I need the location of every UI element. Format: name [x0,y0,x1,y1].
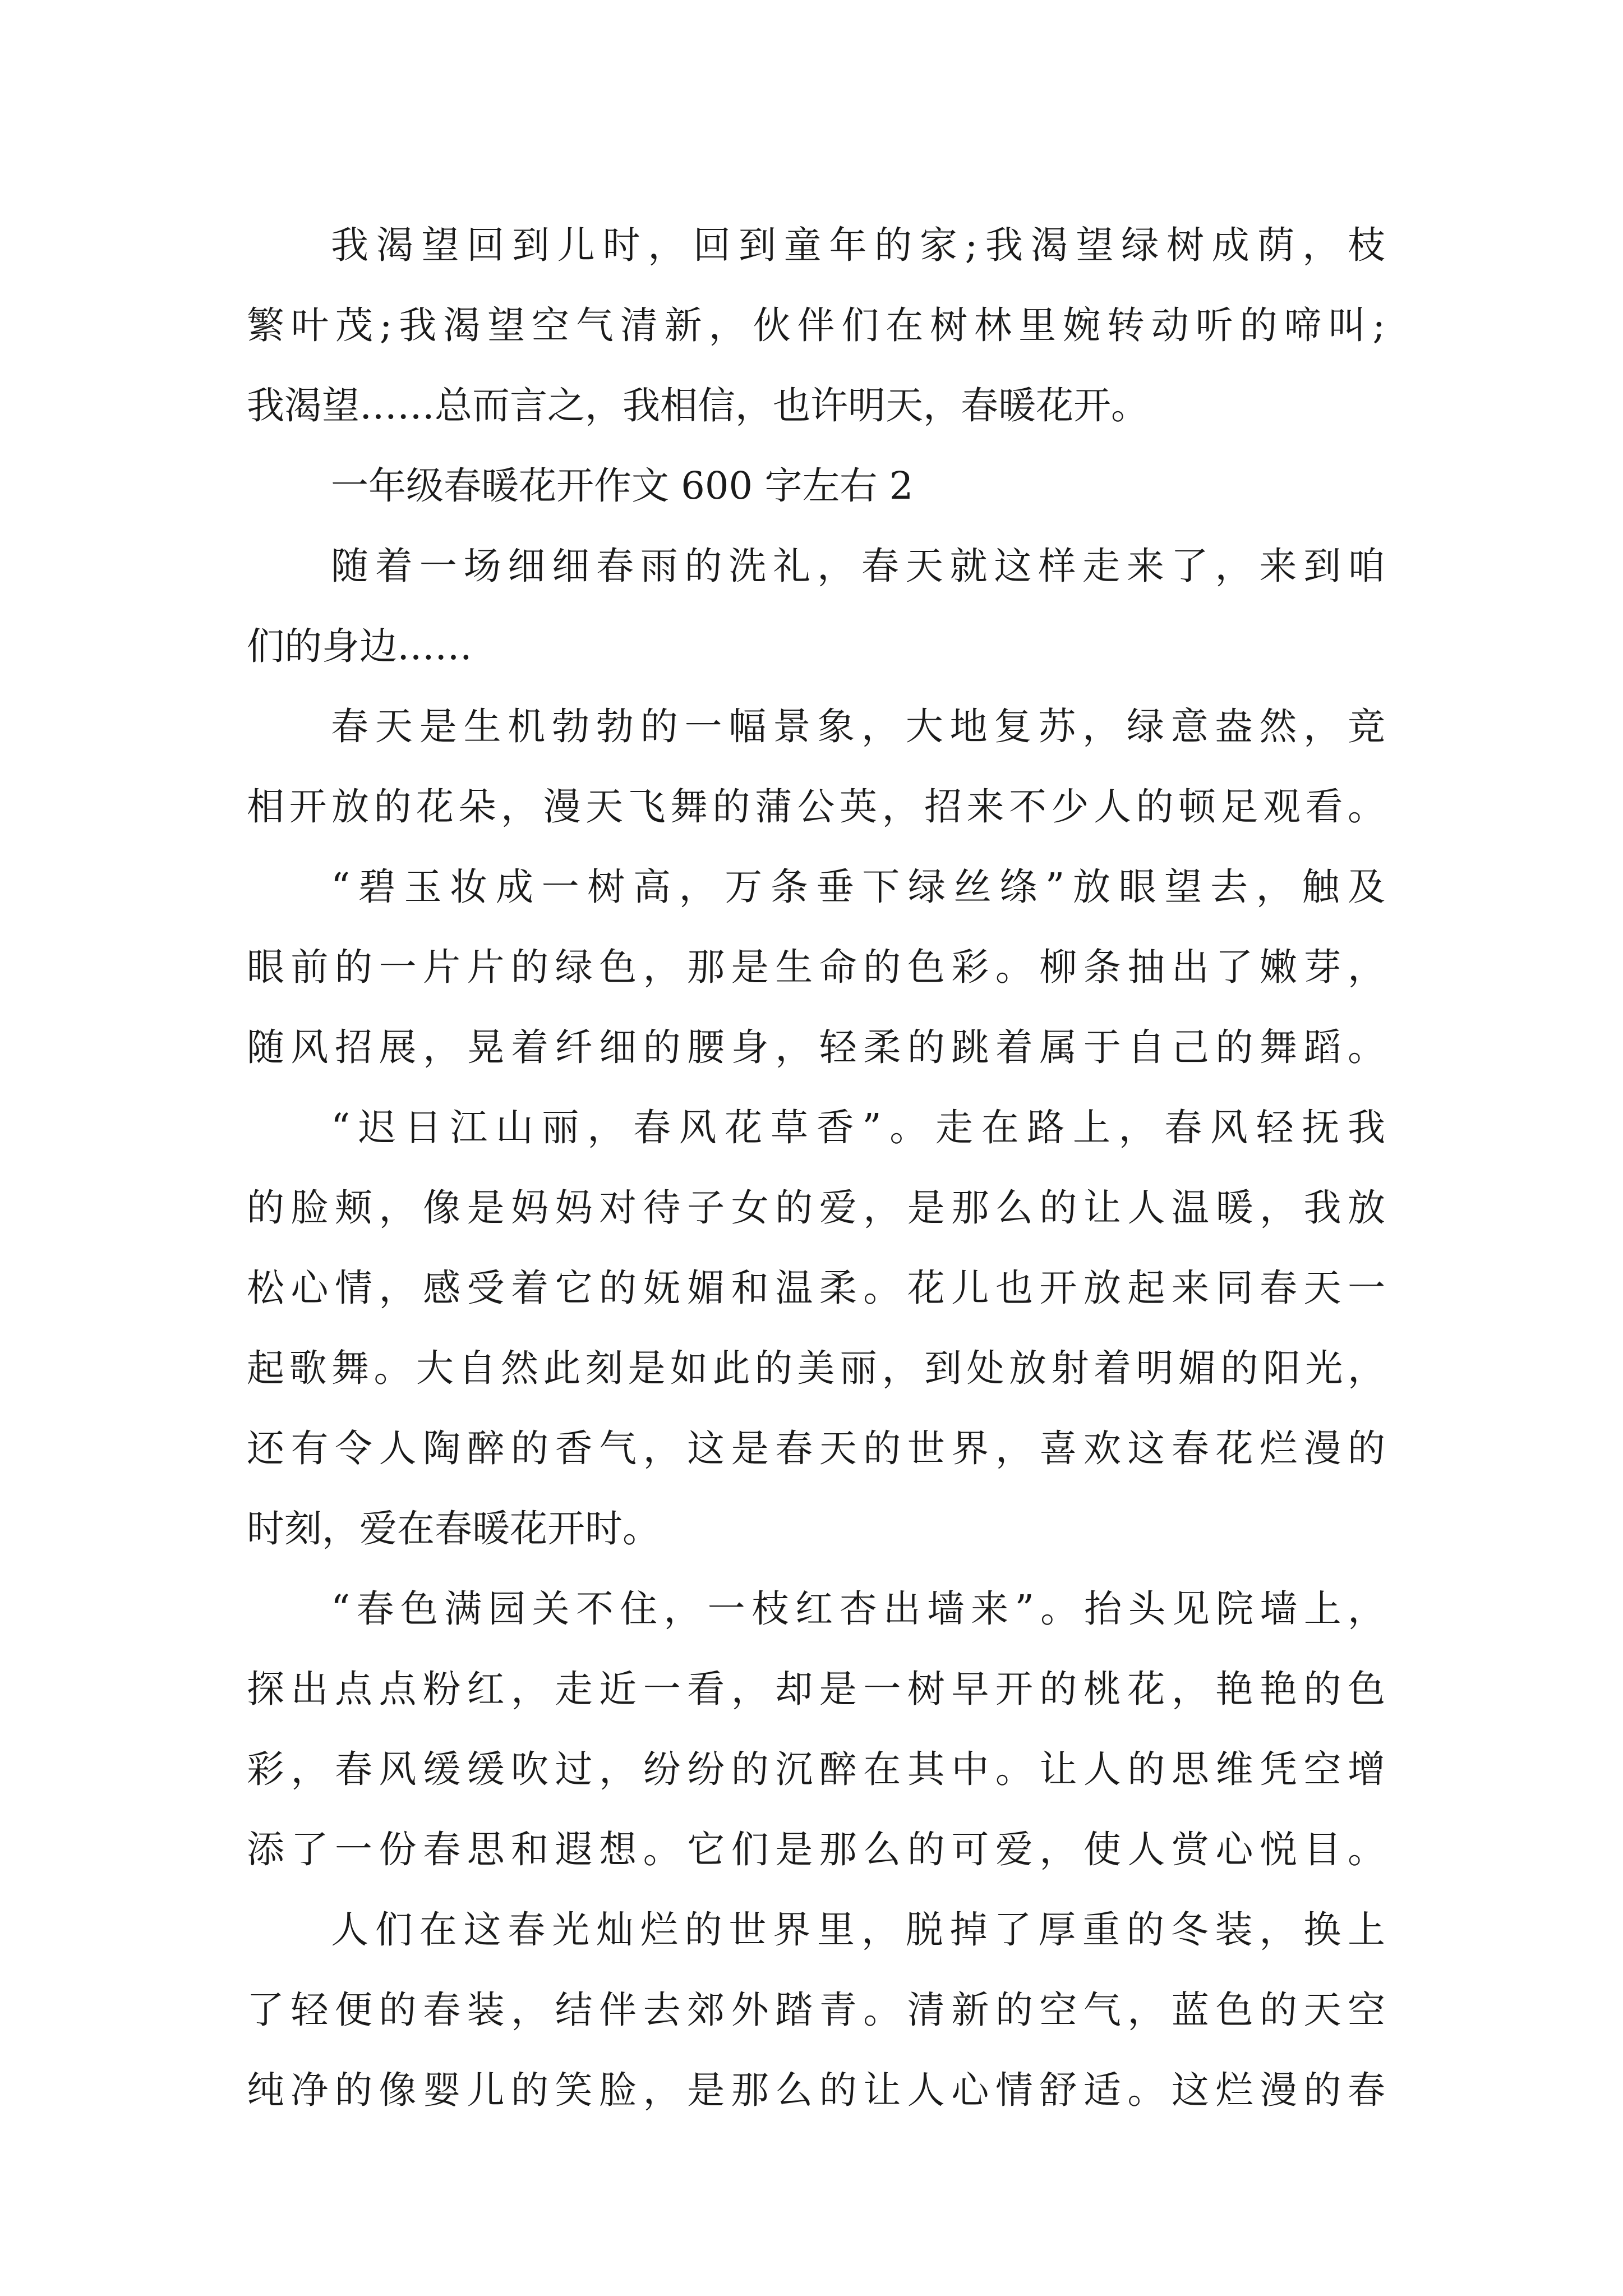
text-line: 了轻便的春装，结伴去郊外踏青。清新的空气，蓝色的天空 [247,1988,1385,2032]
text-line: “春色满园关不住，一枝红杏出墙来”。抬头见院墙上， [331,1587,1385,1631]
text-line: 随着一场细细春雨的洗礼，春天就这样走来了，来到咱 [331,544,1385,588]
text-line: 的脸颊，像是妈妈对待子女的爱，是那么的让人温暖，我放 [247,1186,1385,1230]
text-line: 我渴望……总而言之，我相信，也许明天，春暖花开。 [247,384,1149,427]
text-line: “碧玉妆成一树高，万条垂下绿丝绦”放眼望去，触及 [331,865,1385,909]
text-line: 还有令人陶醉的香气，这是春天的世界，喜欢这春花烂漫的 [247,1427,1385,1470]
text-line: 时刻，爱在春暖花开时。 [247,1507,660,1550]
section-heading: 一年级春暖花开作文 600 字左右 2 [331,464,914,508]
text-line: 春天是生机勃勃的一幅景象，大地复苏，绿意盎然，竞 [331,705,1385,748]
text-line: 人们在这春光灿烂的世界里，脱掉了厚重的冬装，换上 [331,1908,1385,1952]
text-line: 我渴望回到儿时，回到童年的家;我渴望绿树成荫，枝 [331,223,1385,267]
text-line: 松心情，感受着它的妩媚和温柔。花儿也开放起来同春天一 [247,1266,1385,1310]
text-line: 相开放的花朵，漫天飞舞的蒲公英，招来不少人的顿足观看。 [247,785,1385,829]
text-line: 眼前的一片片的绿色，那是生命的色彩。柳条抽出了嫩芽， [247,945,1385,989]
text-line: 繁叶茂;我渴望空气清新，伙伴们在树林里婉转动听的啼叫; [247,303,1385,347]
text-line: 添了一份春思和遐想。它们是那么的可爱，使人赏心悦目。 [247,1828,1385,1871]
text-line: 起歌舞。大自然此刻是如此的美丽，到处放射着明媚的阳光， [247,1346,1385,1390]
text-line: 们的身边…… [247,624,472,668]
text-line: 彩，春风缓缓吹过，纷纷的沉醉在其中。让人的思维凭空增 [247,1747,1385,1791]
text-line: 纯净的像婴儿的笑脸，是那么的让人心情舒适。这烂漫的春 [247,2068,1385,2112]
text-line: 探出点点粉红，走近一看，却是一树早开的桃花，艳艳的色 [247,1667,1385,1711]
text-line: 随风招展，晃着纤细的腰身，轻柔的跳着属于自己的舞蹈。 [247,1025,1385,1069]
text-line: “迟日江山丽，春风花草香”。走在路上，春风轻抚我 [331,1106,1385,1149]
